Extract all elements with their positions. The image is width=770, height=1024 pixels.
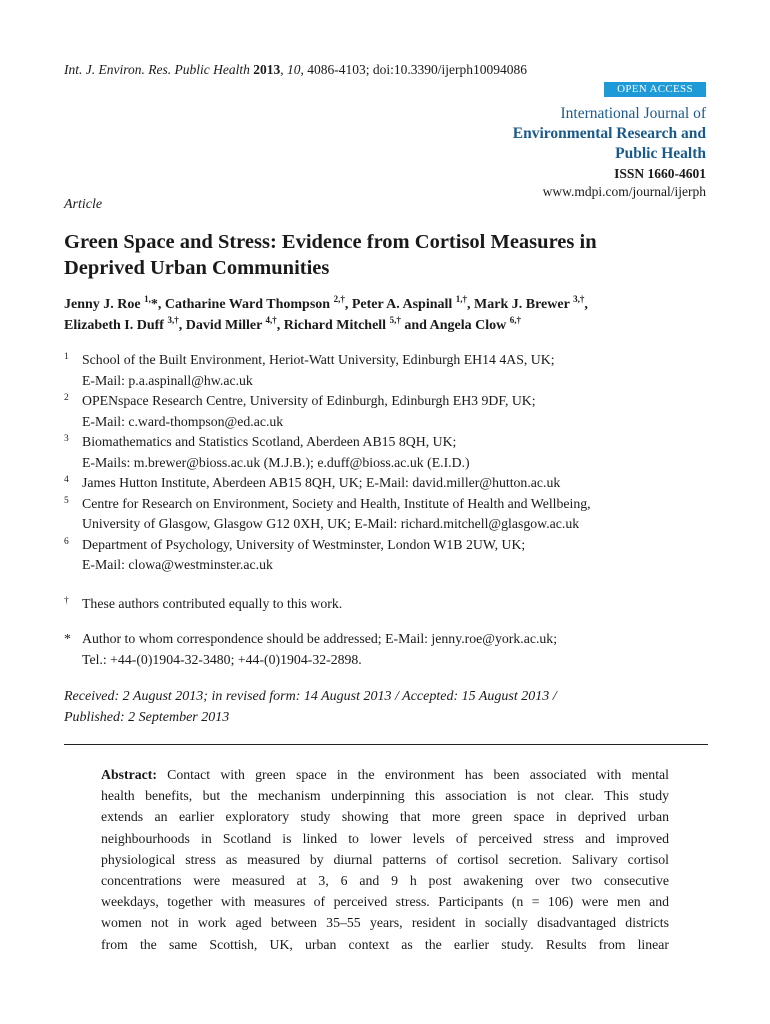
paper-title [64,229,714,281]
abstract-line: health benefits, but the mechanism underpinning this association is not clear. This study [101,788,669,804]
title-line: Green Space and Stress: Evidence from Cortisol Measures in [64,231,597,253]
note-text: Author to whom correspondence should be addressed; E-Mail: jenny.roe@york.ac.uk; [82,631,558,646]
author-name: Richard Mitchell [283,318,387,333]
author-name: Catharine Ward Thompson [164,297,331,312]
dagger-mark: † [64,596,69,606]
journal-url[interactable]: www.mdpi.com/journal/ijerph [542,184,706,199]
author-affiliation-sup: 5,† [389,315,401,325]
citation-year: 2013 [253,62,281,77]
author-name: Peter A. Aspinall [351,297,453,312]
affiliation-number: 4 [64,475,69,485]
section-divider [64,744,708,745]
affiliation-line: Biomathematics and Statistics Scotland, Aberdeen AB15 8QH, UK; [82,434,457,449]
author-name: Elizabeth I. Duff [64,318,164,333]
journal-abbreviation: Int. J. Environ. Res. Public Health [64,62,250,77]
affiliation-line: University of Glasgow, Glasgow G12 0XH, UK; E-Mail: richard.mitchell@glasgow.ac.uk [82,516,580,531]
affiliation-email[interactable]: E-Mails: m.brewer@bioss.ac.uk (M.J.B.); e.duff@bioss.ac.uk (E.I.D.) [82,454,470,470]
author-affiliation-sup: 6,† [509,315,521,325]
author-affiliation-sup: 1, [144,294,151,304]
open-access-badge: OPEN ACCESS [604,82,706,97]
author-name: Angela Clow [429,318,507,333]
author-name: David Miller [185,318,263,333]
abstract-line: extends an earlier exploratory study showing that more green space in deprived urban [101,809,669,825]
author-list [64,294,724,336]
issn: ISSN 1660-4601 [614,166,706,181]
citation-line: Int. J. Environ. Res. Public Health 2013, 10, 4086-4103; doi:10.3390/ijerph10094086 [64,62,527,77]
title-line: Deprived Urban Communities [64,257,330,279]
author-line: Jenny J. Roe $^{1,}$*, Catharine Ward Thompson $^{2,\dagger}$, Peter A. Aspinall $^{1,\dagger}$, Mark J. Brewer $^{3,\dagger}$, [64,294,588,312]
affiliation-email[interactable]: E-Mail: c.ward-thompson@ed.ac.uk [82,413,284,429]
abstract-line: Abstract: Contact with green space in the environment has been associated with mental [101,767,669,782]
journal-name-line-1: International Journal of [560,105,706,122]
abstract-label: Abstract: [101,767,157,782]
note-text: These authors contributed equally to this work. [82,596,343,611]
author-affiliation-sup: 4,† [265,315,277,325]
equal-contribution-note [64,594,724,615]
abstract [101,764,669,955]
affiliation-email[interactable]: E-Mail: p.a.aspinall@hw.ac.uk [82,372,253,388]
abstract-line: weekdays, together with measures of perceived stress. Participants (n = 106) were men and [101,894,669,910]
affiliation-item [64,350,724,391]
affiliation-item [64,432,724,473]
affiliation-line: School of the Built Environment, Heriot-Watt University, Edinburgh EH14 4AS, UK; [82,352,555,367]
abstract-line: neighbourhoods in Scotland is linked to lower levels of perceived stress and improved [101,830,669,846]
citation-volume: 10 [286,62,301,77]
abstract-line: from the same Scottish, UK, urban context as the earlier study. Results from linear [101,936,669,952]
author-line: Elizabeth I. Duff $^{3,\dagger}$, David Miller $^{4,\dagger}$, Richard Mitchell $^{5,\dagger}$ and Angela Clow $^{6,\dagger}$ [64,315,521,333]
affiliation-line: Centre for Research on Environment, Society and Health, Institute of Health and Wellbeing, [82,495,591,511]
affiliation-email[interactable]: E-Mail: clowa@westminster.ac.uk [82,557,273,572]
author-affiliation-sup: 3,† [167,315,179,325]
affiliation-item [64,391,724,432]
abstract-line: women not in work aged between 35–55 years, resident in socially disadvantaged districts [101,915,669,931]
abstract-line: concentrations were measured at 3, 6 and 9 h post awakening over two consecutive [101,873,669,889]
corresponding-author-note [64,629,724,670]
citation-pages-doi: , 4086-4103; doi:10.3390/ijerph10094086 [300,62,527,77]
author-name: Mark J. Brewer [474,297,570,312]
affiliation-number: 5 [64,495,69,506]
affiliation-line: James Hutton Institute, Aberdeen AB15 8QH, UK; E-Mail: david.miller@hutton.ac.uk [82,475,561,490]
article-type: Article [64,197,103,212]
affiliation-item [64,494,724,535]
affiliation-number: 3 [64,434,69,444]
affiliation-number: 1 [64,352,69,362]
publication-dates [64,686,724,728]
asterisk-mark: * [64,631,71,646]
affiliation-list [64,350,724,576]
affiliation-line: Department of Psychology, University of Westminster, London W1B 2UW, UK; [82,536,526,552]
journal-name-line-3: Public Health [615,145,706,162]
dates-line: Published: 2 September 2013 [64,710,230,725]
author-name: Jenny J. Roe [64,297,141,312]
affiliation-line: OPENspace Research Centre, University of Edinburgh, Edinburgh EH3 9DF, UK; [82,393,536,408]
author-affiliation-sup: 1,† [455,294,468,304]
journal-name-line-2: Environmental Research and [512,125,706,142]
author-affiliation-sup: 3,† [573,294,585,304]
affiliation-item [64,535,724,576]
affiliation-item [64,473,724,494]
abstract-line: physiological stress as measured by diurnal patterns of cortisol secretion. Salivary cortisol [101,851,669,867]
journal-masthead [513,104,706,201]
corresponding-mark: * [150,297,158,312]
affiliation-number: 2 [64,393,69,403]
dates-line: Received: 2 August 2013; in revised form: 14 August 2013 / Accepted: 15 August 2013 / [64,689,557,704]
author-affiliation-sup: 2,† [333,294,345,304]
note-text: Tel.: +44-(0)1904-32-3480; +44-(0)1904-32-2898. [82,651,362,667]
affiliation-number: 6 [64,536,69,547]
